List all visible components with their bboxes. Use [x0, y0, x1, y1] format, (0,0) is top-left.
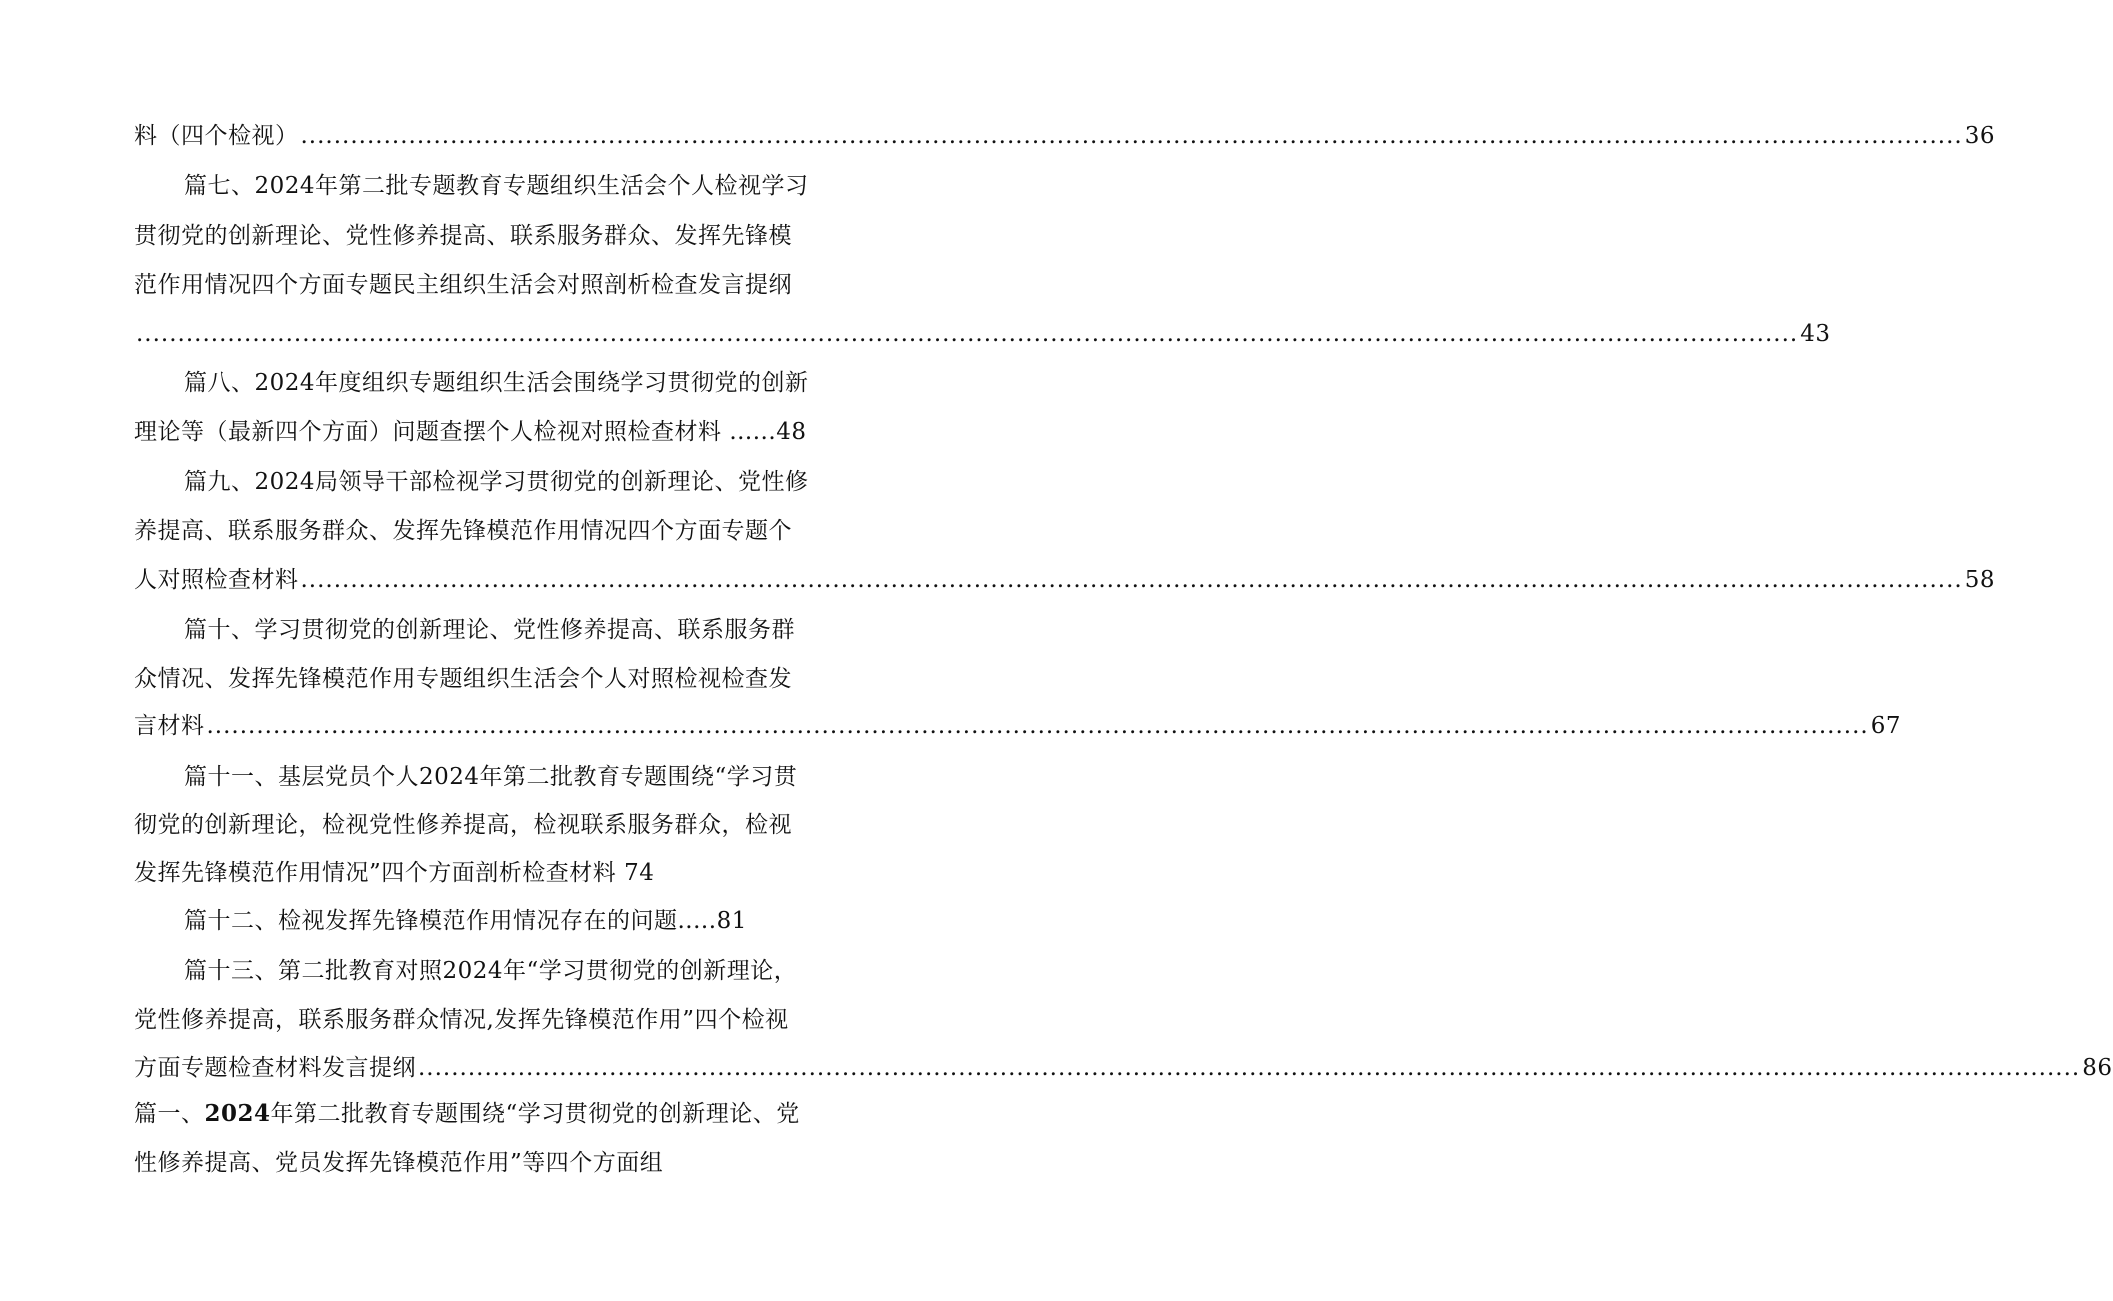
toc-entry-10-line-1[interactable]: 篇十、学习贯彻党的创新理论、党性修养提高、联系服务群 [184, 617, 795, 643]
toc-entry-text: 人对照检查材料 [134, 567, 299, 593]
toc-page-number: 86 [2082, 1055, 2113, 1081]
toc-leader-dots: ...... [729, 419, 777, 445]
toc-entry-7-line-1[interactable]: 篇七、2024年第二批专题教育专题组织生活会个人检视学习 [184, 173, 809, 199]
toc-entry-10-line-2[interactable]: 众情况、发挥先锋模范作用专题组织生活会个人对照检视检查发 [134, 666, 792, 692]
toc-entry-text: 理论等（最新四个方面）问题查摆个人检视对照检查材料 [134, 419, 722, 445]
toc-leader-dots [418, 1048, 2080, 1088]
toc-leader-dots [207, 706, 1869, 746]
toc-entry-10-line-3[interactable] [134, 706, 1901, 746]
section-heading-1-line-1 [134, 1094, 800, 1134]
toc-entry-6-tail[interactable] [134, 116, 1995, 156]
toc-entry-8-line-2[interactable] [134, 412, 807, 452]
toc-entry-11-line-3[interactable]: 发挥先锋模范作用情况”四个方面剖析检查材料 74 [134, 860, 655, 886]
toc-entry-text: 言材料 [134, 713, 205, 739]
toc-page-number: 36 [1964, 123, 1995, 149]
toc-entry-9-line-3[interactable] [134, 560, 1995, 600]
toc-leader-dots: ..... [677, 908, 717, 934]
section-heading-year: 2024 [204, 1100, 271, 1127]
section-heading-prefix: 篇一、 [134, 1101, 205, 1127]
section-heading-rest: 年第二批教育专题围绕“学习贯彻党的创新理论、党 [270, 1101, 800, 1127]
toc-leader-dots [301, 560, 1963, 600]
toc-entry-11-line-2[interactable]: 彻党的创新理论，检视党性修养提高，检视联系服务群众，检视 [134, 812, 792, 838]
toc-page-number: 48 [776, 419, 807, 445]
toc-page-number: 81 [716, 908, 747, 934]
toc-entry-7-line-4[interactable] [134, 314, 1831, 354]
section-heading-1-line-2: 性修养提高、党员发挥先锋模范作用”等四个方面组 [134, 1150, 664, 1176]
toc-entry-13-line-1[interactable]: 篇十三、第二批教育对照2024年“学习贯彻党的创新理论， [184, 958, 798, 984]
toc-entry-13-line-2[interactable]: 党性修养提高，联系服务群众情况,发挥先锋模范作用”四个检视 [134, 1007, 789, 1033]
toc-leader-dots [301, 116, 1963, 156]
toc-entry-text: 料（四个检视） [134, 123, 299, 149]
toc-entry-7-line-2[interactable]: 贯彻党的创新理论、党性修养提高、联系服务群众、发挥先锋模 [134, 223, 792, 249]
toc-page-number: 58 [1964, 567, 1995, 593]
toc-entry-text: 方面专题检查材料发言提纲 [134, 1055, 416, 1081]
toc-entry-12[interactable] [184, 901, 786, 941]
toc-page-number: 67 [1870, 713, 1901, 739]
toc-entry-7-line-3[interactable]: 范作用情况四个方面专题民主组织生活会对照剖析检查发言提纲 [134, 272, 792, 298]
toc-entry-13-line-3[interactable] [134, 1048, 2113, 1088]
toc-entry-9-line-1[interactable]: 篇九、2024局领导干部检视学习贯彻党的创新理论、党性修 [184, 469, 809, 495]
toc-page-number: 43 [1800, 321, 1831, 347]
toc-entry-11-line-1[interactable]: 篇十一、基层党员个人2024年第二批教育专题围绕“学习贯 [184, 764, 798, 790]
toc-entry-9-line-2[interactable]: 养提高、联系服务群众、发挥先锋模范作用情况四个方面专题个 [134, 518, 792, 544]
toc-entry-text: 篇十二、检视发挥先锋模范作用情况存在的问题 [184, 908, 678, 934]
toc-leader-dots [136, 314, 1798, 354]
toc-entry-8-line-1[interactable]: 篇八、2024年度组织专题组织生活会围绕学习贯彻党的创新 [184, 370, 809, 396]
